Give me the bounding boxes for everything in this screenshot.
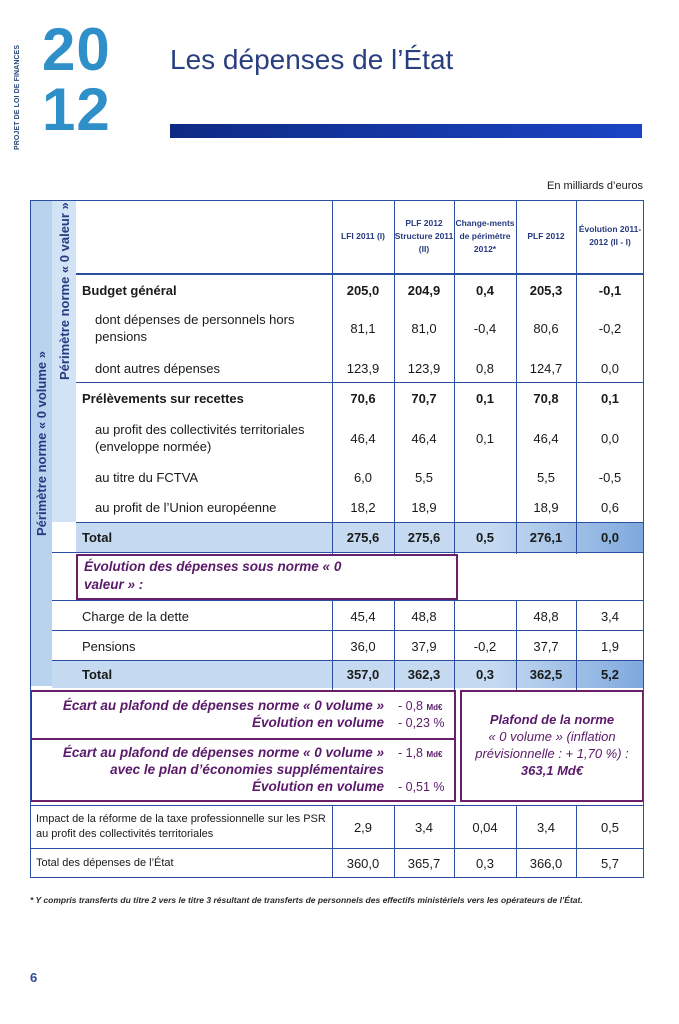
rule [52, 552, 644, 553]
row-label-personnels: dont dépenses de personnels hors pensions [95, 312, 295, 344]
cell: 70,7 [411, 390, 437, 406]
cell: 0,04 [472, 819, 498, 835]
rule [76, 273, 644, 275]
cell: 46,4 [533, 430, 559, 446]
rule [76, 522, 644, 523]
year-top: 20 [42, 16, 111, 83]
row-label-total2: Total [82, 666, 113, 682]
cell: 365,7 [407, 855, 441, 871]
cell: 0,0 [600, 529, 620, 545]
col-header-plf2012-structure: PLF 2012 Structure 2011 (II) [394, 217, 454, 254]
plafond-text [462, 711, 642, 779]
rule [516, 600, 517, 690]
rule [576, 805, 577, 878]
rule [332, 200, 333, 554]
cell: 48,8 [533, 608, 559, 624]
title-bar [170, 124, 642, 138]
cell: 357,0 [346, 666, 380, 682]
cell: 3,4 [414, 819, 434, 835]
cell: 48,8 [411, 608, 437, 624]
outer-perimeter-label: Périmètre norme « 0 volume » [34, 351, 49, 536]
cell: 0,1 [475, 430, 495, 446]
ecart1-value1: - 0,8 Md€ [398, 699, 443, 713]
cell: 362,3 [407, 666, 441, 682]
cell: 0,1 [600, 390, 620, 406]
cell: 0,3 [475, 666, 495, 682]
cell: 123,9 [407, 360, 441, 376]
page-number: 6 [30, 970, 38, 985]
rule [30, 877, 644, 878]
rule [576, 200, 577, 554]
cell: 205,3 [529, 282, 563, 298]
cell: 37,7 [533, 638, 559, 654]
cell: 0,8 [475, 360, 495, 376]
cell: 37,9 [411, 638, 437, 654]
unit-note: En milliards d’euros [547, 180, 643, 192]
row-label-pensions: Pensions [82, 638, 136, 654]
ecart1-line2: Évolution en volume [251, 715, 384, 730]
plafond-line3: prévisionnelle : + 1,70 %) : [475, 746, 629, 761]
cell: 70,6 [350, 390, 376, 406]
ecart1-line1: Écart au plafond de dépenses norme « 0 volume » [62, 698, 384, 713]
cell: 124,7 [529, 360, 563, 376]
ecart1-value2: - 0,23 % [398, 716, 445, 730]
cell: 81,0 [411, 320, 437, 336]
year-bottom: 12 [42, 76, 111, 143]
series-label: PROJET DE LOI DE FINANCES [14, 44, 21, 150]
row-label-collectivites: au profit des collectivités territoriales (enveloppe normée) [95, 422, 305, 454]
expenditure-table [30, 200, 644, 878]
cell: 0,6 [600, 499, 620, 515]
cell: -0,2 [473, 638, 497, 654]
rule [516, 200, 517, 554]
plafond-line1: Plafond de la norme [489, 712, 615, 727]
cell: 18,9 [533, 499, 559, 515]
cell: 80,6 [533, 320, 559, 336]
row-label-ue: au profit de l’Union européenne [95, 499, 277, 515]
rule [394, 600, 395, 690]
rule [454, 200, 455, 554]
rule [394, 805, 395, 878]
cell: 3,4 [600, 608, 620, 624]
cell: 5,5 [536, 469, 556, 485]
rule [30, 200, 644, 201]
row-label-fctva: au titre du FCTVA [95, 469, 199, 485]
cell: 1,9 [600, 638, 620, 654]
row-label-dette: Charge de la dette [82, 608, 189, 624]
cell: -0,1 [598, 282, 622, 298]
cell: 0,0 [600, 430, 620, 446]
cell: 5,7 [600, 855, 620, 871]
rule [516, 805, 517, 878]
cell: 81,1 [350, 320, 376, 336]
cell: 2,9 [353, 819, 373, 835]
rule [30, 200, 31, 878]
rule [52, 660, 644, 661]
cell: 36,0 [350, 638, 376, 654]
cell: 18,2 [350, 499, 376, 515]
footnote: * Y compris transferts du titre 2 vers le titre 3 résultant de transferts de personnels des effectifs ministériels vers les opérateurs de l’État. [30, 895, 583, 905]
cell: 6,0 [353, 469, 373, 485]
rule [332, 600, 333, 690]
cell: 5,2 [600, 666, 620, 682]
cell: 0,5 [600, 819, 620, 835]
ecart2-line3: Évolution en volume [251, 779, 384, 794]
cell: 70,8 [533, 390, 559, 406]
row-label-impact: Impact de la réforme de la taxe professionnelle sur les PSR au profit des collectivités territoriales [36, 813, 326, 840]
row-label-autres: dont autres dépenses [95, 360, 221, 376]
row-label-total1: Total [82, 529, 113, 545]
page-title: Les dépenses de l’État [170, 44, 454, 75]
col-header-evolution: Évolution 2011-2012 (II - I) [578, 224, 642, 247]
cell: -0,5 [598, 469, 622, 485]
cell: 0,4 [475, 282, 495, 298]
cell: 45,4 [350, 608, 376, 624]
row-label-budget-general: Budget général [82, 282, 177, 298]
rule [394, 200, 395, 554]
cell: 18,9 [411, 499, 437, 515]
rule [332, 805, 333, 878]
col-header-changements: Change-ments de périmètre 2012* [455, 217, 515, 254]
rule [30, 805, 644, 806]
inner-perimeter-label: Périmètre norme « 0 valeur » [57, 202, 72, 380]
evolution-label: Évolution des dépenses sous norme « 0 valeur » : [84, 559, 342, 592]
cell: 275,6 [407, 529, 441, 545]
cell: 275,6 [346, 529, 380, 545]
cell: 0,0 [600, 360, 620, 376]
ecart2-line1: Écart au plafond de dépenses norme « 0 volume » [62, 745, 384, 760]
rule [30, 848, 644, 849]
ecart2-value3: - 0,51 % [398, 780, 445, 794]
ecart-divider [32, 738, 454, 740]
row-label-prelevements: Prélèvements sur recettes [82, 390, 244, 406]
rule [454, 600, 455, 690]
rule [643, 200, 644, 878]
cell: 123,9 [346, 360, 380, 376]
cell: 3,4 [536, 819, 556, 835]
cell: 5,5 [414, 469, 434, 485]
ecart2-value1: - 1,8 Md€ [398, 746, 443, 760]
cell: 0,1 [475, 390, 495, 406]
col-header-plf2012: PLF 2012 [527, 230, 565, 241]
cell: 46,4 [411, 430, 437, 446]
rule [76, 382, 644, 383]
cell: 205,0 [346, 282, 380, 298]
col-header-lfi2011: LFI 2011 (I) [341, 230, 385, 241]
cell: 362,5 [529, 666, 563, 682]
cell: -0,2 [598, 320, 622, 336]
cell: 360,0 [346, 855, 380, 871]
rule [52, 630, 644, 631]
cell: 0,5 [475, 529, 495, 545]
cell: 366,0 [529, 855, 563, 871]
cell: 0,3 [475, 855, 495, 871]
cell: 46,4 [350, 430, 376, 446]
cell: 204,9 [407, 282, 441, 298]
cell: 276,1 [529, 529, 563, 545]
rule [576, 600, 577, 690]
cell: -0,4 [473, 320, 497, 336]
plafond-line2: « 0 volume » (inflation [488, 729, 616, 744]
plafond-line4: 363,1 Md€ [520, 763, 584, 778]
rule [52, 600, 644, 601]
row-label-total-etat: Total des dépenses de l’État [36, 857, 174, 869]
rule [454, 805, 455, 878]
ecart2-line2: avec le plan d’économies supplémentaires [110, 762, 384, 777]
